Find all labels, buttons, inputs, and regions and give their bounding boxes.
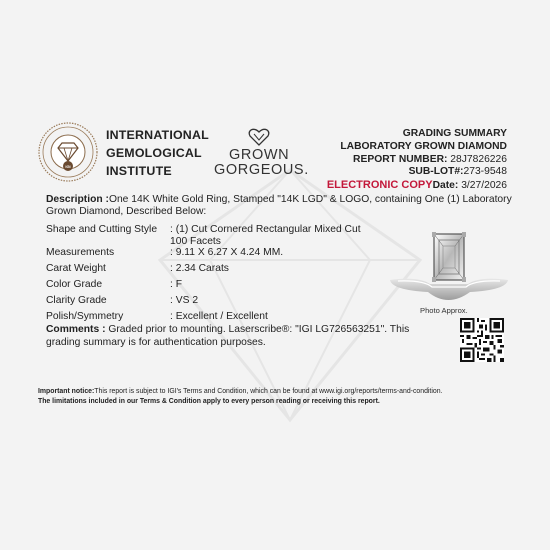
spec-label: Polish/Symmetry <box>46 311 124 322</box>
photo-approx-caption: Photo Approx. <box>420 306 468 315</box>
seal-text: IGI <box>65 164 71 169</box>
spec-value-facets: 100 Facets <box>170 236 221 247</box>
report-number-value: 28J7826226 <box>450 153 507 165</box>
report-number <box>327 154 507 167</box>
brand-line-2: GORGEOUS. <box>214 162 309 178</box>
summary-subtitle: LABORATORY GROWN DIAMOND <box>340 140 507 152</box>
qr-code-icon[interactable] <box>460 318 504 362</box>
notice-text-2: The limitations included in our Terms & Condition apply to every person reading or receiving this report. <box>38 397 380 405</box>
date-label: Date: <box>432 180 462 192</box>
spec-label: Shape and Cutting Style <box>46 224 158 235</box>
description <box>46 194 516 219</box>
institute-name <box>106 127 209 180</box>
comments <box>46 324 446 349</box>
sub-lot-label: SUB-LOT#: <box>408 166 464 178</box>
spec-label: Clarity Grade <box>46 295 107 306</box>
summary-title: GRADING SUMMARY <box>402 128 507 139</box>
spec-label: Measurements <box>46 247 115 258</box>
report-number-label: REPORT NUMBER: <box>353 153 451 165</box>
date-value: 3/27/2026 <box>461 180 507 192</box>
sub-lot-value: 273-9548 <box>463 166 507 178</box>
grading-summary <box>327 128 507 193</box>
notice-label: Important notice: <box>38 388 95 395</box>
electronic-copy-row <box>327 179 507 193</box>
notice-line-1 <box>38 387 518 397</box>
spec-value: : 2.34 Carats <box>170 263 229 274</box>
org-line-1: INTERNATIONAL <box>106 128 209 142</box>
comments-text: Graded prior to mounting. Laserscribe®: "IGI LG726563251". This grading summary is for authentication purposes. <box>46 324 410 348</box>
comments-label: Comments : <box>46 324 106 335</box>
spec-value: : F <box>170 279 183 290</box>
description-text: One 14K White Gold Ring, Stamped "14K LGD" & LOGO, containing One (1) Laboratory Grown Diamond, Described Below: <box>46 194 512 218</box>
ring-photo <box>388 224 510 308</box>
important-notice <box>38 387 518 406</box>
brand-line-1: GROWN <box>229 147 290 163</box>
spec-value: : Excellent / Excellent <box>170 311 268 322</box>
spec-value: : (1) Cut Cornered Rectangular Mixed Cut <box>170 224 361 235</box>
electronic-copy-badge: ELECTRONIC COPY <box>326 179 433 192</box>
org-line-2: GEMOLOGICAL <box>106 145 202 160</box>
notice-line-2 <box>38 397 518 407</box>
sub-lot <box>327 166 507 179</box>
org-line-3: INSTITUTE <box>106 163 172 178</box>
spec-label: Color Grade <box>46 279 103 290</box>
notice-text-1: This report is subject to IGI's Terms and Condition, which can be found at www.igi.org/reports/terms-and-condition. <box>94 388 443 395</box>
spec-value: : 9.11 X 6.27 X 4.24 MM. <box>170 247 284 258</box>
spec-value: : VS 2 <box>170 295 199 306</box>
igi-seal-icon <box>38 122 98 182</box>
spec-label: Carat Weight <box>46 263 106 274</box>
description-label: Description : <box>46 194 109 205</box>
grown-gorgeous-logo-icon <box>248 128 270 146</box>
